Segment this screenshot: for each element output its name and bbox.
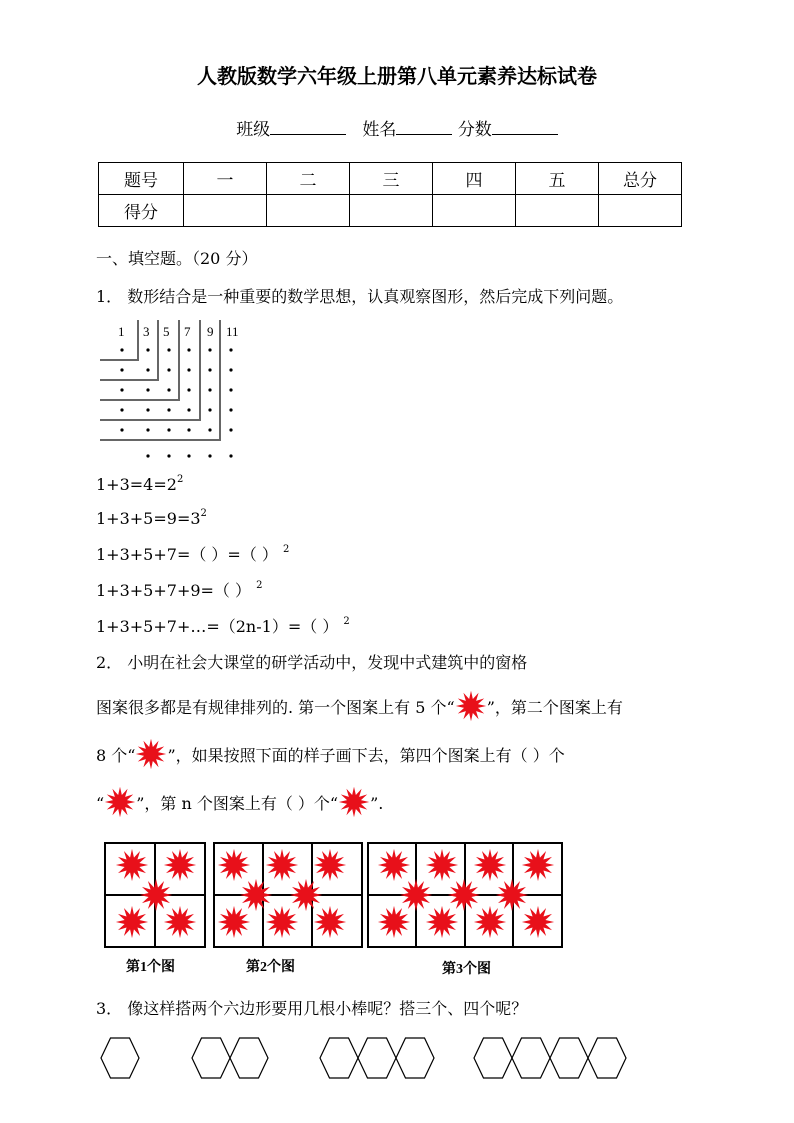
student-info	[0, 115, 794, 140]
grid-label: 7	[184, 324, 191, 339]
q1-eq4	[96, 578, 263, 601]
score-cell[interactable]	[516, 195, 599, 227]
star-icon	[474, 906, 506, 938]
grid-dot	[187, 348, 190, 351]
star-icon	[522, 906, 554, 938]
grid-dot	[187, 428, 190, 431]
q2-text: ”，如果按照下面的样子画下去，第四个图案上有（ ）个	[167, 746, 565, 765]
eq4-exp: 2	[256, 580, 263, 591]
q1-eq5	[96, 614, 350, 637]
q2-text: ”，第二个图案上有	[486, 698, 623, 717]
grid-dot	[167, 454, 170, 457]
star-icon	[426, 906, 458, 938]
grid-dot	[208, 348, 211, 351]
star-icon	[426, 849, 458, 881]
grid-dot	[229, 454, 232, 457]
grid-dot	[120, 388, 123, 391]
grid-dot	[187, 454, 190, 457]
star-icon	[496, 879, 528, 911]
grid-dot	[146, 428, 149, 431]
grid-dot	[208, 388, 211, 391]
q2-line1: 2． 小明在社会大课堂的研学活动中，发现中式建筑中的窗格	[96, 653, 528, 672]
grid-dot	[229, 408, 232, 411]
grid-dots	[120, 348, 232, 457]
score-header-cell: 五	[516, 163, 599, 195]
q2-text: “	[96, 794, 105, 813]
score-blank	[492, 116, 558, 135]
grid-dot	[167, 388, 170, 391]
grid-dot	[120, 428, 123, 431]
q1-eq1	[96, 474, 183, 494]
star-icon	[455, 690, 487, 722]
grid-dot	[146, 348, 149, 351]
score-table-row	[99, 195, 682, 227]
grid-dot	[167, 428, 170, 431]
q2-line4	[96, 786, 383, 818]
eq5-text: 1+3+5+7+…=（2n-1）=（ ）	[96, 617, 339, 636]
eq2-text: 1+3+5=9=3	[96, 509, 201, 528]
star-icon	[240, 879, 272, 911]
q2-line2	[96, 690, 623, 722]
eq3-text: 1+3+5+7=（ ）=（ ）	[96, 545, 278, 564]
star-icon	[135, 738, 167, 770]
name-blank	[396, 116, 452, 135]
section1-heading: 一、填空题。（20 分）	[96, 249, 258, 268]
eq1-text: 1+3=4=2	[96, 475, 177, 494]
score-header-cell: 二	[267, 163, 350, 195]
q1-eq3	[96, 542, 289, 565]
grid-dot	[146, 454, 149, 457]
grid-dot	[120, 368, 123, 371]
q3-text: 3． 像这样搭两个六边形要用几根小棒呢？搭三个、四个呢？	[96, 999, 528, 1018]
grid-dot	[146, 408, 149, 411]
figure-caption: 第3个图	[442, 962, 491, 977]
class-label: 班级	[236, 120, 271, 140]
score-header-cell: 题号	[99, 163, 184, 195]
star-icon	[164, 849, 196, 881]
star-icon	[218, 849, 250, 881]
score-cell[interactable]	[184, 195, 267, 227]
q2-text: ”.	[370, 794, 384, 813]
grid-dot	[120, 348, 123, 351]
grid-dot	[229, 428, 232, 431]
name-label: 姓名	[362, 120, 397, 140]
score-header-cell: 四	[433, 163, 516, 195]
grid-dot	[167, 368, 170, 371]
hexagon	[192, 1038, 230, 1078]
q2-text: ”，第 n 个图案上有（ ）个“	[136, 794, 339, 813]
figure-caption: 第2个图	[246, 960, 295, 975]
q2-text: 8 个“	[96, 746, 136, 765]
hexagon-figure	[96, 1036, 636, 1086]
star-icon	[522, 849, 554, 881]
hexagon	[474, 1038, 512, 1078]
score-cell[interactable]	[350, 195, 433, 227]
q1-eq2	[96, 508, 207, 528]
figure-caption: 第1个图	[126, 960, 175, 975]
eq4-text: 1+3+5+7+9=（ ）	[96, 581, 252, 600]
q2-text: 图案很多都是有规律排列的. 第一个图案上有 5 个“	[96, 698, 455, 717]
grid-dot	[187, 388, 190, 391]
window-pattern-figure	[104, 842, 564, 950]
score-header-cell: 总分	[599, 163, 682, 195]
star-icon	[218, 906, 250, 938]
eq5-exp: 2	[343, 616, 350, 627]
star-icon	[400, 879, 432, 911]
score-table-header	[99, 163, 682, 195]
grid-dot	[208, 428, 211, 431]
star-icon	[378, 849, 410, 881]
eq2-exp: 2	[200, 508, 207, 519]
score-table	[98, 162, 682, 227]
score-cell[interactable]	[267, 195, 350, 227]
grid-label: 3	[143, 324, 150, 339]
grid-dot	[229, 348, 232, 351]
star-icon	[378, 906, 410, 938]
grid-dot	[187, 368, 190, 371]
score-header-cell: 三	[350, 163, 433, 195]
star-icon	[266, 906, 298, 938]
score-label: 分数	[457, 120, 492, 140]
grid-dot	[167, 408, 170, 411]
page-title: 人教版数学六年级上册第八单元素养达标试卷	[197, 64, 597, 88]
star-icon	[314, 849, 346, 881]
hexagon	[588, 1038, 626, 1078]
score-row-label: 得分	[99, 195, 184, 227]
grid-dot	[208, 454, 211, 457]
star-icon	[116, 906, 148, 938]
grid-label: 1	[118, 324, 125, 339]
grid-label: 5	[163, 324, 170, 339]
dot-grid-figure	[98, 316, 244, 464]
class-blank	[270, 116, 346, 135]
hexagon	[396, 1038, 434, 1078]
q2-line3	[96, 738, 565, 770]
hexagon-rows	[101, 1038, 626, 1078]
grid-dot	[187, 408, 190, 411]
grid-label: 11	[226, 324, 239, 339]
q1-text: 1． 数形结合是一种重要的数学思想，认真观察图形，然后完成下列问题。	[96, 287, 624, 306]
score-cell[interactable]	[599, 195, 682, 227]
star-icon	[314, 906, 346, 938]
hexagon	[320, 1038, 358, 1078]
star-icon	[338, 786, 370, 818]
hexagon	[512, 1038, 550, 1078]
grid-dot	[167, 348, 170, 351]
star-icon	[164, 906, 196, 938]
pattern-stars	[116, 849, 554, 938]
star-icon	[116, 849, 148, 881]
hexagon	[358, 1038, 396, 1078]
grid-dot	[120, 408, 123, 411]
star-icon	[104, 786, 136, 818]
score-header-cell: 一	[184, 163, 267, 195]
grid-dot	[208, 408, 211, 411]
grid-dot	[146, 388, 149, 391]
star-icon	[448, 879, 480, 911]
star-icon	[290, 879, 322, 911]
hexagon	[230, 1038, 268, 1078]
hexagon	[550, 1038, 588, 1078]
star-icon	[474, 849, 506, 881]
grid-dot	[229, 368, 232, 371]
hexagon	[101, 1038, 139, 1078]
star-icon	[266, 849, 298, 881]
grid-dot	[229, 388, 232, 391]
score-cell[interactable]	[433, 195, 516, 227]
eq3-exp: 2	[283, 544, 290, 555]
star-icon	[140, 879, 172, 911]
grid-dot	[208, 368, 211, 371]
grid-dot	[146, 368, 149, 371]
eq1-exp: 2	[176, 474, 184, 485]
grid-label: 9	[207, 324, 214, 339]
